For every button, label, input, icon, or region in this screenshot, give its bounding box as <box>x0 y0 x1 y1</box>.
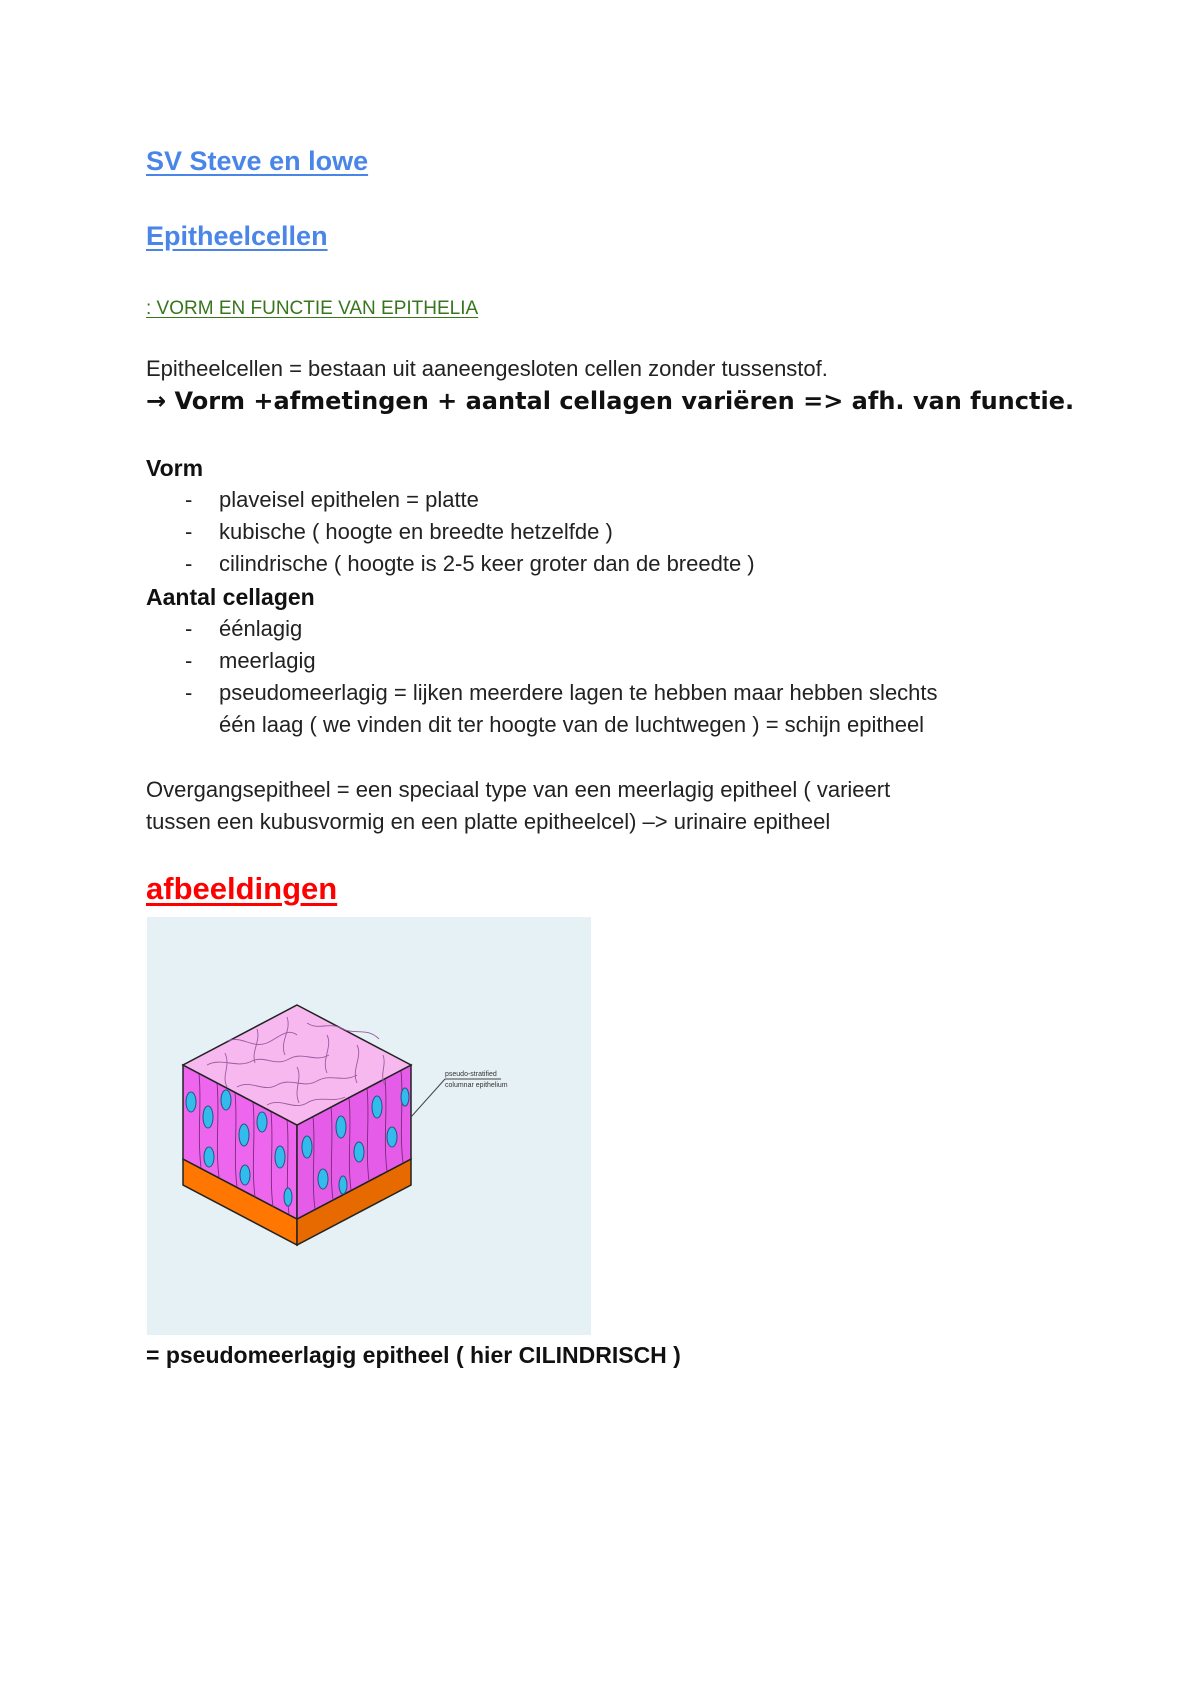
document-title: SV Steve en lowe <box>146 146 369 176</box>
overgang-line-1: Overgangsepitheel = een speciaal type van een meerlagig epitheel ( varieert <box>146 777 891 802</box>
epithelium-block-illustration <box>147 917 591 1335</box>
list-item: cilindrische ( hoogte is 2-5 keer groter dan de breedte ) <box>219 551 755 576</box>
list-item: plaveisel epithelen = platte <box>219 487 479 512</box>
epithelium-figure <box>147 917 591 1335</box>
list-bullet: - <box>185 487 193 512</box>
cellagen-heading: Aantal cellagen <box>146 584 315 610</box>
vorm-heading: Vorm <box>146 455 204 481</box>
list-bullet: - <box>185 551 193 576</box>
list-bullet: - <box>185 648 193 673</box>
list-bullet: - <box>185 616 193 641</box>
overgang-line-2: tussen een kubusvormig en een platte epitheelcel) –> urinaire epitheel <box>146 809 831 834</box>
list-bullet: - <box>185 519 193 544</box>
figure-caption: = pseudomeerlagig epitheel ( hier CILINDRISCH ) <box>146 1342 681 1368</box>
label-leader-line <box>411 1079 445 1117</box>
arrow-statement: → Vorm +afmetingen + aantal cellagen variëren => afh. van functie. <box>146 387 1075 415</box>
list-item: meerlagig <box>219 648 316 673</box>
list-bullet: - <box>185 680 193 705</box>
list-item: pseudomeerlagig = lijken meerdere lagen te hebben maar hebben slechts <box>219 680 938 705</box>
list-item-continuation: één laag ( we vinden dit ter hoogte van de luchtwegen ) = schijn epitheel <box>219 712 925 737</box>
definition-text: Epitheelcellen = bestaan uit aaneengesloten cellen zonder tussenstof. <box>146 356 828 381</box>
figure-label-line-1: pseudo-stratified <box>445 1071 497 1078</box>
subsection-title: : VORM EN FUNCTIE VAN EPITHELIA <box>146 298 479 319</box>
list-item: kubische ( hoogte en breedte hetzelfde ) <box>219 519 613 544</box>
list-item: éénlagig <box>219 616 303 641</box>
section-title: Epitheelcellen <box>146 221 328 251</box>
images-heading: afbeeldingen <box>146 871 338 906</box>
figure-label-line-2: columnar epithelium <box>445 1082 508 1089</box>
